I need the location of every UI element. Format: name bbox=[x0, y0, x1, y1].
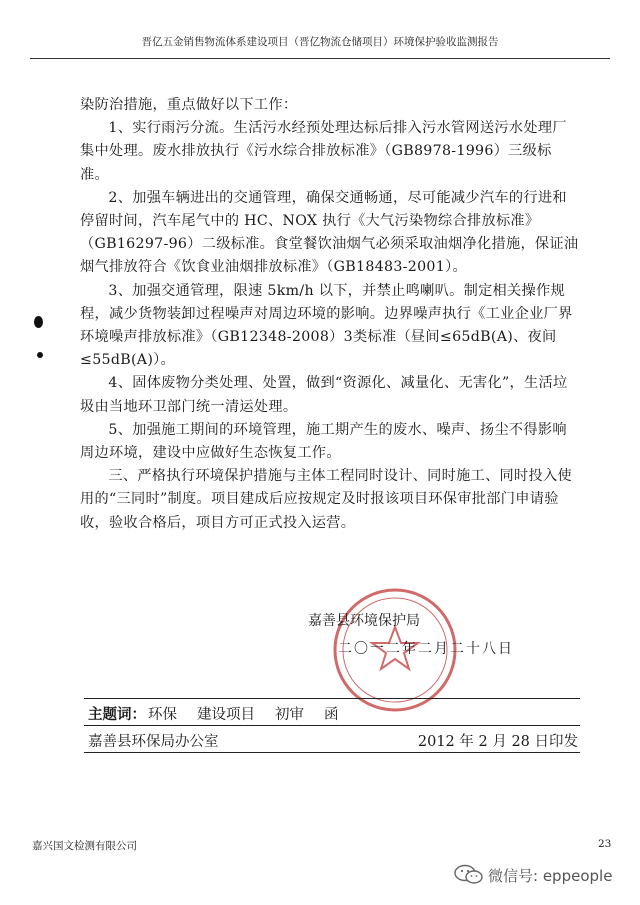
watermark-text: 微信号: eppeople bbox=[488, 867, 613, 885]
subject-label: 主题词： bbox=[88, 706, 146, 723]
page-number: 23 bbox=[598, 838, 612, 850]
subject-keywords-line bbox=[88, 703, 339, 724]
paragraph-solid-waste: 4、固体废物分类处理、处置，做到“资源化、减量化、无害化”，生活垃圾由当地环卫部门统一清运处理。 bbox=[80, 375, 568, 415]
paragraph-construction: 5、加强施工期间的环境管理，施工期产生的废水、噪声、扬尘不得影响周边环境，建设中应做好生态恢复工作。 bbox=[80, 421, 567, 462]
paragraph-intro: 染防治措施，重点做好以下工作： bbox=[80, 97, 298, 113]
issuing-office: 嘉善县环保局办公室 bbox=[88, 734, 219, 750]
subject-bottom-rule bbox=[84, 725, 580, 726]
footer-company: 嘉兴国文检测有限公司 bbox=[32, 840, 137, 852]
wechat-icon bbox=[454, 864, 484, 886]
document-body bbox=[80, 94, 580, 535]
signature-date: 二〇一二年二月二十八日 bbox=[338, 641, 514, 657]
paragraph-wastewater: 1、实行雨污分流。生活污水经预处理达标后排入污水管网送污水处理厂集中处理。废水排放执行《污水综合排放标准》（GB8978-1996）三级标准。 bbox=[80, 120, 567, 183]
subject-keyword: 初审 bbox=[275, 707, 304, 723]
header-divider bbox=[30, 58, 610, 59]
subject-keyword: 建设项目 bbox=[197, 707, 255, 723]
subject-top-rule bbox=[84, 698, 580, 699]
paragraph-traffic-exhaust: 2、加强车辆进出的交通管理，确保交通畅通，尽可能减少汽车的行进和停留时间，汽车尾气中的 HC、NOX 执行《大气污染物综合排放标准》（GB16297-96）二级标准。食堂餐饮油烟气必须采取油烟净化措施，保证油烟气排放符合《饮食业油烟排放标准》（GB18483-2001）。 bbox=[80, 189, 579, 276]
office-bottom-rule bbox=[84, 752, 580, 753]
binding-hole-mark bbox=[37, 352, 43, 358]
subject-keyword: 环保 bbox=[148, 707, 177, 723]
page-header: 晋亿五金销售物流体系建设项目（晋亿物流仓储项目）环境保护验收监测报告 bbox=[141, 36, 499, 48]
binding-hole-mark bbox=[34, 316, 43, 328]
subject-keyword: 函 bbox=[324, 707, 339, 723]
paragraph-noise: 3、加强交通管理，限速 5km/h 以下，并禁止鸣喇叭。制定相关操作规程，减少货物装卸过程噪声对周边环境的影响。边界噪声执行《工业企业厂界环境噪声排放标准》（GB12348-2008）3类标准（昼间≤65dB(A)、夜间≤55dB(A)）。 bbox=[80, 282, 573, 369]
issuer-name: 嘉善县环境保护局 bbox=[308, 613, 420, 629]
wechat-watermark bbox=[454, 864, 634, 888]
issuing-office-line bbox=[88, 730, 578, 751]
paragraph-three-simultaneous: 三、严格执行环境保护措施与主体工程同时设计、同时施工、同时投入使用的“三同时”制度。项目建成后应按规定及时报该项目环保审批部门申请验收，验收合格后，项目方可正式投入运营。 bbox=[80, 468, 572, 531]
print-date: 2012 年 2 月 28 日印发 bbox=[417, 734, 578, 750]
